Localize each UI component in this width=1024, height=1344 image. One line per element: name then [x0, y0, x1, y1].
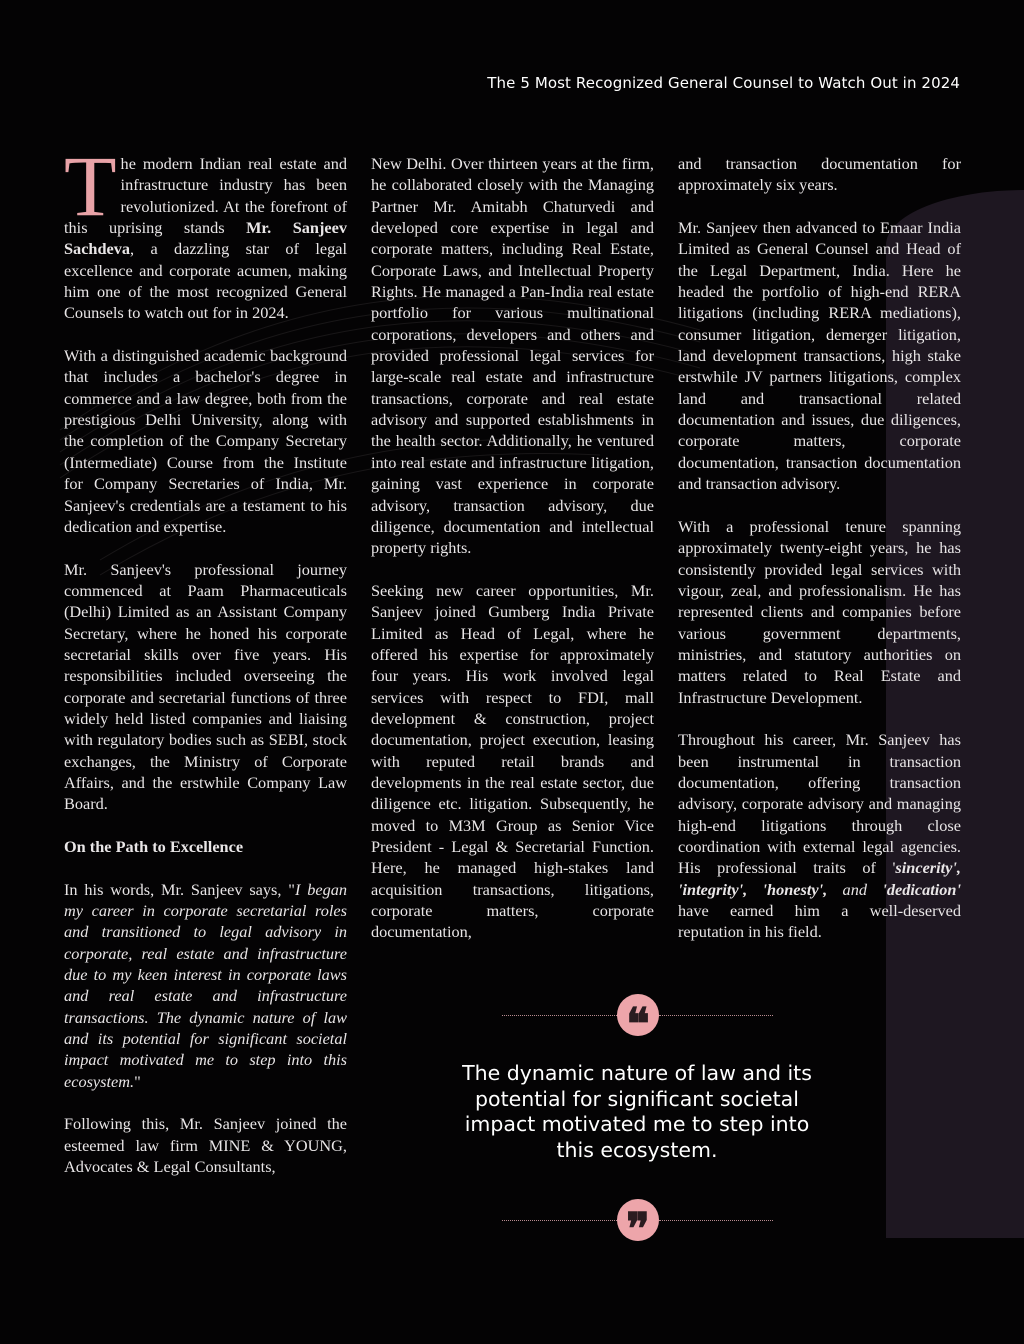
- subject-name: Mr. Sanjeev Sachdeva: [64, 218, 347, 259]
- drop-cap: T: [64, 138, 117, 234]
- quote-divider-line: [502, 1015, 617, 1016]
- paragraph: Mr. Sanjeev's professional journey commenced at Paam Pharmaceuticals (Delhi) Limited as an Assistant Company Secretary, where he honed his corporate secretarial skills over five years. His responsibilities included overseeing the corporate and secretarial functions of three widely held listed companies and liaising with regulatory bodies such as SEBI, stock exchanges, the Ministry of Corporate Affairs, and the erstwhile Company Law Board.: [64, 559, 347, 814]
- inline-quote: I began my career in corporate secretarial roles and transitioned to legal advisory in corporate, real estate and infrastructure due to my keen interest in corporate laws and real estate and infrastructure transactions. The dynamic nature of law and its potential for significant societal impact motivated me to step into this ecosystem.: [64, 879, 348, 1091]
- paragraph: Throughout his career, Mr. Sanjeev has been instrumental in transaction documentation, offering transaction advisory, corporate advisory and managing high-end litigations through close coordination with external legal agencies. His professional traits of 'sincerity', 'integrity', 'honesty', and 'dedication' have earned him a well-deserved reputation in his field.: [678, 730, 961, 942]
- paragraph: Mr. Sanjeev then advanced to Emaar India Limited as General Counsel and Head of the Legal Department, India. Here he headed the portfolio of high-end RERA litigations (including RERA mediations), consumer litigation, demerger litigation, land development transactions, high stake erstwhile JV partners litigations, complex land and transactional related documentation and issues, due diligences, corporate matters, corporate documentation, transaction documentation and transaction advisory.: [678, 218, 961, 494]
- close-quote-icon: ❞: [617, 1199, 659, 1241]
- paragraph: New Delhi. Over thirteen years at the firm, he collaborated closely with the Managing Partner Mr. Amitabh Chaturvedi and developed core expertise in legal and corporate matters, including Real Estate, Corporate Laws, and Intellectual Property Rights. He managed a Pan-India real estate portfolio for various multinational corporations, developers and others and provided professional legal services for large-scale real estate and infrastructure transactions, corporate and real estate advisory and supported establishments in the health sector. Additionally, he ventured into real estate and infrastructure litigation, gaining vast experience in corporate advisory, transaction advisory, due diligence, documentation and intellectual property rights.: [371, 154, 654, 558]
- quote-divider-line: [502, 1220, 617, 1221]
- paragraph: With a distinguished academic background that includes a bachelor's degree in commerce and a law degree, both from the prestigious Delhi University, along with the completion of the Company Secretary (Intermediate) Course from the Institute for Company Secretaries of India, Mr. Sanjeev's credentials are a testament to his dedication and expertise.: [64, 346, 347, 536]
- paragraph: In his words, Mr. Sanjeev says, "I began my career in corporate secretarial roles and transitioned to legal advisory in corporate, real estate and infrastructure due to my keen interest in corporate laws and real estate and infrastructure transactions. The dynamic nature of law and its potential for significant societal impact motivated me to step into this ecosystem.": [64, 879, 348, 1091]
- paragraph: Following this, Mr. Sanjeev joined the esteemed law firm MINE & YOUNG, Advocates & Legal Consultants,: [64, 1114, 347, 1177]
- paragraph: and transaction documentation for approximately six years.: [678, 154, 961, 195]
- section-subheading: On the Path to Excellence: [64, 837, 244, 856]
- pull-quote: The dynamic nature of law and its potential for significant societal impact motivated me to step into this ecosystem.: [462, 1061, 812, 1162]
- quote-divider-line: [659, 1220, 773, 1221]
- intro-paragraph: The modern Indian real estate and infrastructure industry has been revolutionized. At the forefront of this uprising stands Mr. Sanjeev Sachdeva, a dazzling star of legal excellence and corporate acumen, making him one of the most recognized General Counsels to watch out for in 2024.: [64, 138, 347, 323]
- article-column-1: [64, 138, 348, 1178]
- paragraph: With a professional tenure spanning approximately twenty-eight years, he has consistently provided legal services with vigour, zeal, and professionalism. He has represented clients and companies before various government departments, ministries, and statutory authorities on matters related to Real Estate and Infrastructure Development.: [678, 516, 961, 707]
- paragraph: Seeking new career opportunities, Mr. Sanjeev joined Gumberg India Private Limited as Head of Legal, where he offered his expertise for approximately four years. His work involved legal services with respect to FDI, mall development & construction, project documentation, project execution, leasing with reputed retail brands and developments in the real estate sector, due diligence etc. litigation. Subsequently, he moved to M3M Group as Senior Vice President - Legal & Secretarial Function. Here, he managed high-stakes land acquisition transactions, litigations, corporate matters, corporate documentation,: [371, 580, 654, 942]
- quote-divider-line: [659, 1015, 773, 1016]
- running-header-title: The 5 Most Recognized General Counsel to Watch Out in 2024: [487, 74, 960, 92]
- article-column-2: [371, 153, 654, 943]
- article-column-3: [678, 153, 961, 943]
- open-quote-icon: ❝: [617, 994, 659, 1036]
